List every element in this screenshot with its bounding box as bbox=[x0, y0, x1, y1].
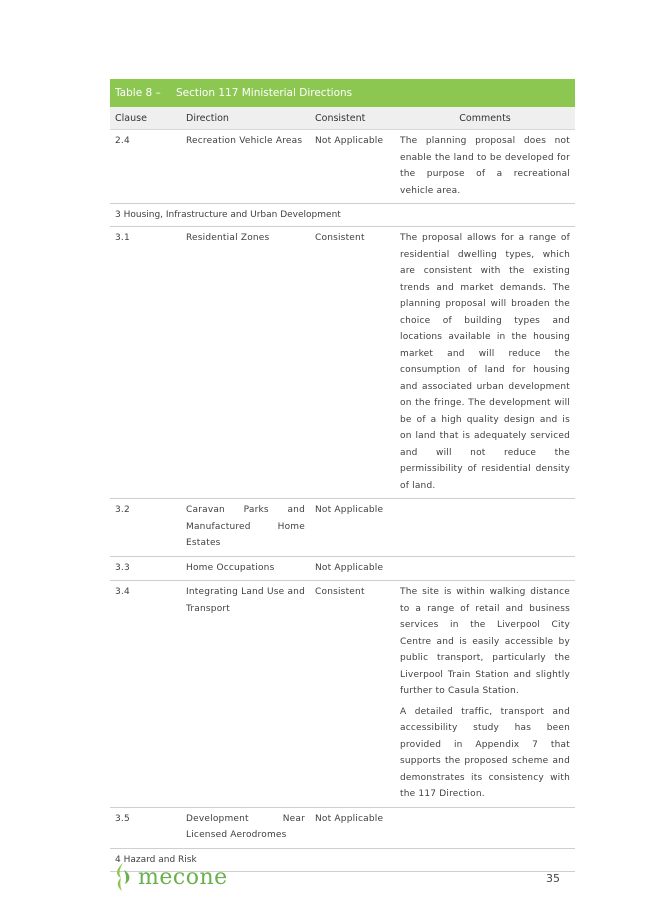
table-row bbox=[110, 499, 575, 557]
row-consistent: Not Applicable bbox=[315, 813, 384, 824]
row-clause: 3.5 bbox=[115, 813, 130, 824]
row-clause: 3.4 bbox=[115, 587, 130, 597]
row-consistent: Not Applicable bbox=[315, 505, 384, 515]
row-comments bbox=[395, 584, 575, 803]
row-direction: Recreation Vehicle Areas bbox=[186, 136, 303, 146]
section-heading-housing: 3 Housing, Infrastructure and Urban Development bbox=[110, 204, 575, 227]
header-direction: Direction bbox=[186, 112, 229, 124]
mecone-logo bbox=[112, 862, 228, 892]
table-row bbox=[110, 808, 575, 849]
leaf-icon bbox=[112, 862, 134, 892]
table-row bbox=[110, 557, 575, 582]
row-comments bbox=[395, 230, 575, 494]
row-direction: Integrating Land Use and Transport bbox=[186, 587, 305, 614]
row-comments bbox=[395, 133, 575, 199]
header-clause: Clause bbox=[115, 112, 147, 124]
row-comments bbox=[395, 811, 575, 844]
row-comments bbox=[395, 560, 575, 577]
row-direction: Home Occupations bbox=[186, 562, 275, 573]
comment-paragraph: The site is within walking distance to a range of retail and business services in the Liverpool City Centre and is easily accessible by public transport, particularly the Liverpool Train Station and slightly further to Casula Station. bbox=[400, 587, 570, 696]
header-comments: Comments bbox=[459, 112, 511, 124]
row-consistent: Consistent bbox=[315, 587, 365, 597]
row-clause: 3.3 bbox=[115, 562, 130, 573]
comment-paragraph: The proposal allows for a range of residential dwelling types, which are consistent with the existing trends and market demands. The planning proposal will broaden the choice of building types and locations available in the housing market and will reduce the consumption of land for housing and associated urban development on the fringe. The development will be of a high quality design and is on land that is adequately serviced and will not reduce the permissibility of residential density of land. bbox=[400, 233, 570, 491]
table-row bbox=[110, 581, 575, 808]
row-clause: 3.2 bbox=[115, 505, 130, 515]
table-header-row bbox=[110, 107, 575, 130]
row-direction: Development Near Licensed Aerodromes bbox=[186, 813, 305, 840]
page-number: 35 bbox=[546, 872, 560, 885]
row-clause: 2.4 bbox=[115, 136, 130, 146]
row-consistent: Not Applicable bbox=[315, 136, 384, 146]
row-consistent: Not Applicable bbox=[315, 562, 384, 573]
comment-paragraph: A detailed traffic, transport and accessibility study has been provided in Appendix 7 that supports the proposed scheme and demonstrates its consistency with the 117 Direction. bbox=[400, 706, 570, 799]
row-direction: Residential Zones bbox=[186, 233, 270, 243]
row-consistent: Consistent bbox=[315, 233, 365, 243]
row-comments bbox=[395, 502, 575, 552]
row-clause: 3.1 bbox=[115, 233, 130, 243]
table-row bbox=[110, 130, 575, 204]
table-number: Table 8 – bbox=[115, 87, 161, 99]
comment-paragraph: The planning proposal does not enable the land to be developed for the purpose of a recreational vehicle area. bbox=[400, 136, 570, 196]
table-title-bar bbox=[110, 79, 575, 107]
table-title: Section 117 Ministerial Directions bbox=[176, 87, 353, 99]
table-row bbox=[110, 227, 575, 499]
section-heading-hazard: 4 Hazard and Risk bbox=[110, 849, 575, 872]
logo-text: mecone bbox=[138, 864, 228, 890]
row-direction: Caravan Parks and Manufactured Home Estates bbox=[186, 505, 305, 548]
ministerial-directions-table bbox=[110, 79, 575, 872]
header-consistent: Consistent bbox=[315, 112, 366, 124]
